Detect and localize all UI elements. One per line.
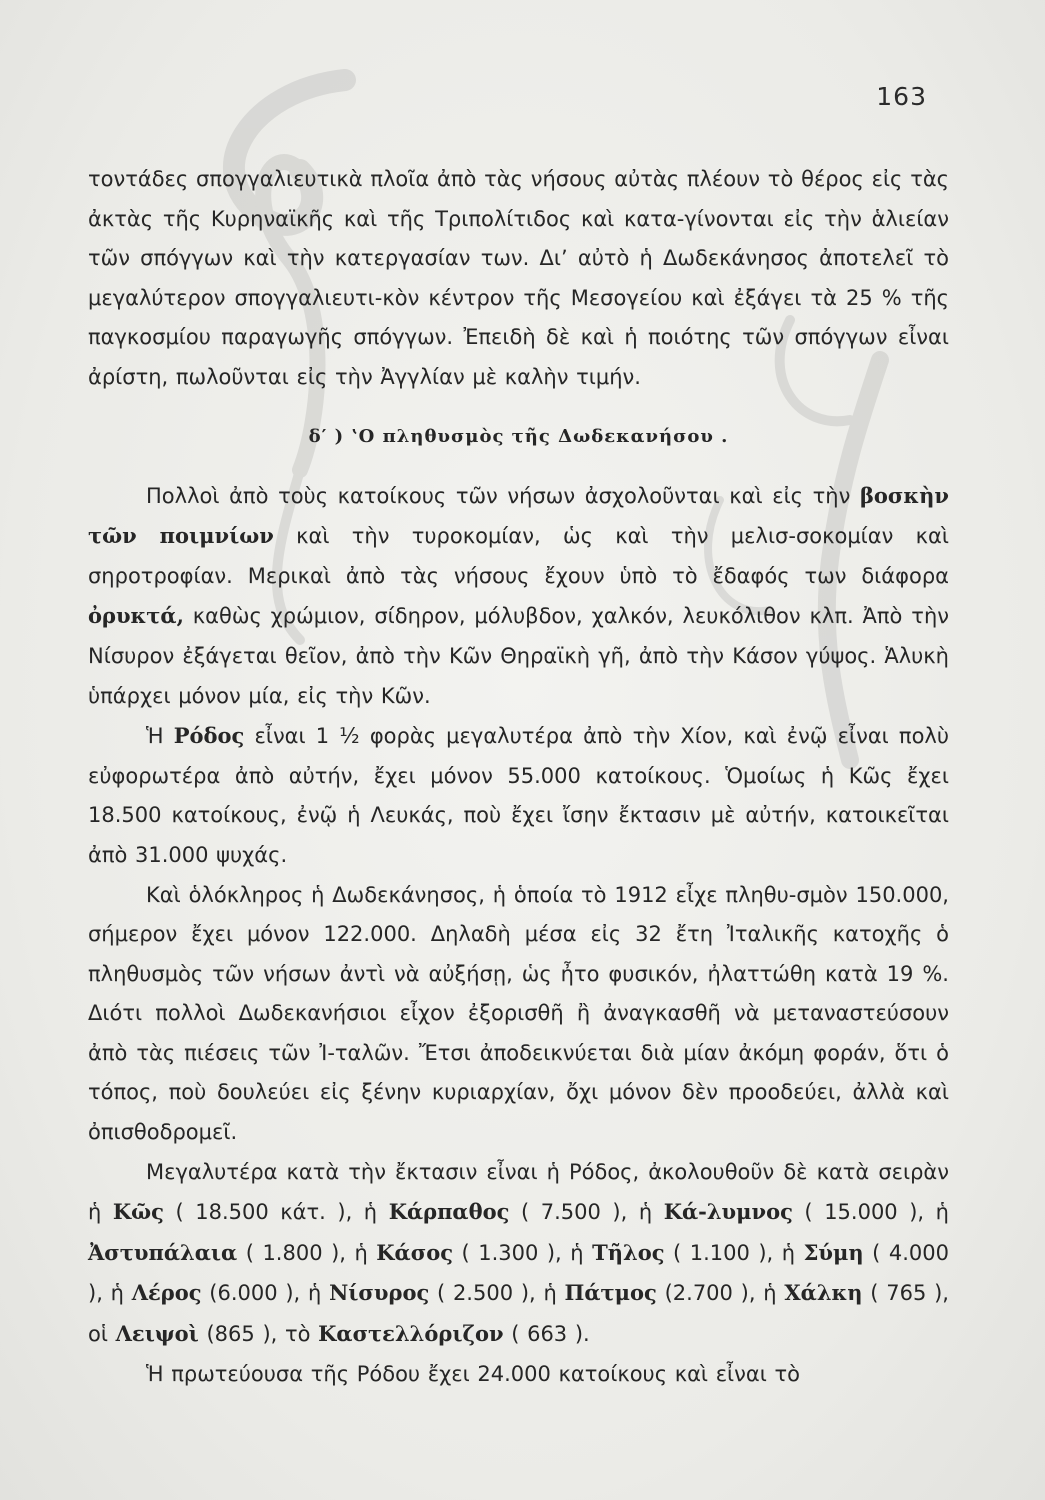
paragraph-5 [88, 1153, 949, 1355]
text-run: Μεγαλυτέρα κατὰ τὴν ἔκτασιν εἶναι ἡ Ρόδος, ἀκολουθοῦν δὲ κατὰ σειρὰν ἡ [88, 1159, 949, 1225]
text-run: Ἡ πρωτεύουσα τῆς Ρόδου ἔχει 24.000 κατοίκους καὶ εἶναι τὸ [146, 1361, 801, 1386]
bold-term: Καστελλόριζον [318, 1321, 504, 1347]
text-run: ( 1.100 ), ἡ [664, 1240, 804, 1265]
text-run: Ἡ [146, 724, 174, 749]
bold-term: Κῶς [112, 1199, 164, 1225]
text-run: ( 7.500 ), ἡ [509, 1200, 664, 1225]
bold-term: Λειψοὶ [115, 1321, 199, 1347]
text-run: εἶναι 1 ½ φορὰς μεγαλυτέρα ἀπὸ τὴν Χίον, καὶ ἐνῷ εἶναι πολὺ εὐφορωτέρα ἀπὸ αὐτήν, ἔχει μόνον 55.000 κατοίκους. Ὁμοίως ἡ Κῶς ἔχει 18.500 κατοίκους, ἐνῷ ἡ Λευκάς, ποὺ ἔχει ἴσην ἔκτασιν μὲ αὐτήν, κατοικεῖται ἀπὸ 31.000 ψυχάς. [88, 724, 949, 867]
text-run: Καὶ ὁλόκληρος ἡ Δωδεκάνησος, ἡ ὁποία τὸ 1912 εἶχε πληθυ-σμὸν 150.000, σήμερον ἔχει μόνον 122.000. Δηλαδὴ μέσα εἰς 32 ἔτη Ἰταλικῆς κατοχῆς ὁ πληθυσμὸς τῶν νήσων ἀντὶ νὰ αὐξήσῃ, ὡς ἦτο φυσικόν, ἠλαττώθη κατὰ 19 %. Διότι πολλοὶ Δωδεκανήσιοι εἶχον ἐξορισθῆ ἢ ἀναγκασθῆ νὰ μεταναστεύσουν ἀπὸ τὰς πιέσεις τῶν Ἰ-ταλῶν. Ἔτσι ἀποδεικνύεται διὰ μίαν ἀκόμη φοράν, ὅτι ὁ τόπος, ποὺ δουλεύει εἰς ξένην κυριαρχίαν, ὄχι μόνον δὲν προοδεύει, ἀλλὰ καὶ ὀπισθοδρομεῖ. [88, 882, 949, 1145]
text-run: τοντάδες σπογγαλιευτικὰ πλοῖα ἀπὸ τὰς νήσους αὐτὰς πλέουν τὸ θέρος εἰς τὰς ἀκτὰς τῆς Κυρηναϊκῆς καὶ τῆς Τριπολίτιδος καὶ κατα-γίνονται εἰς τὴν ἁλιείαν τῶν σπόγγων καὶ τὴν κατεργασίαν των. Διʼ αὐτὸ ἡ Δωδεκάνησος ἀποτελεῖ τὸ μεγαλύτερον σπογγαλιευτι-κὸν κέντρον τῆς Μεσογείου καὶ ἐξάγει τὰ 25 % τῆς παγκοσμίου παραγωγῆς σπόγγων. Ἐπειδὴ δὲ καὶ ἡ ποιότης τῶν σπόγγων εἶναι ἀρίστη, πωλοῦνται εἰς τὴν Ἀγγλίαν μὲ καλὴν τιμήν. [88, 167, 949, 389]
text-run: ( 15.000 ), ἡ [792, 1200, 949, 1225]
paragraph-3 [88, 716, 949, 875]
paragraph-text [88, 716, 949, 875]
bold-term: ὀρυκτά, [88, 603, 184, 629]
text-run: ( 1.800 ), ἡ [237, 1240, 377, 1265]
bold-term: Κάρπαθος [388, 1199, 510, 1225]
paragraph-4 [88, 876, 949, 1153]
paragraph-2 [88, 476, 949, 717]
text-run: (865 ), τὸ [198, 1322, 319, 1347]
text-run: ( 663 ). [503, 1322, 590, 1347]
bold-term: Χάλκη [784, 1280, 863, 1306]
bold-term: Κά-λυμνος [663, 1199, 793, 1225]
text-run: καὶ τὴν τυροκομίαν, ὡς καὶ τὴν μελισ-σοκομίαν καὶ σηροτροφίαν. Μερικαὶ ἀπὸ τὰς νήσους ἔχουν ὑπὸ τὸ ἔδαφός των διάφορα [88, 524, 949, 588]
text-run: (6.000 ), ἡ [201, 1281, 330, 1306]
paragraph-1 [88, 160, 949, 398]
bold-term: Λέρος [131, 1280, 202, 1306]
bold-term: Σύμη [803, 1239, 864, 1265]
text-run: ( 2.500 ), ἡ [429, 1281, 565, 1306]
text-run: καθὼς χρώμιον, σίδηρον, μόλυβδον, χαλκόν, λευκόλιθον κλπ. Ἀπὸ τὴν Νίσυρον ἐξάγεται θεῖον, ἀπὸ τὴν Κῶν Θηραϊκὴ γῆ, ἀπὸ τὴν Κάσον γύψος. Ἁλυκὴ ὑπάρχει μόνον μία, εἰς τὴν Κῶν. [88, 604, 949, 708]
section-heading: δ′ ) ʽΟ πληθυσμὸς τῆς Δωδεκανήσου . [308, 425, 729, 447]
bold-term: Ἀστυπάλαια [88, 1239, 238, 1265]
paragraph-text [88, 1153, 949, 1355]
bold-term: Κάσος [376, 1239, 453, 1265]
text-run: ( 1.300 ), ἡ [453, 1240, 593, 1265]
paragraph-text [88, 160, 949, 398]
page-number: 163 [876, 82, 927, 111]
bold-term: βοσκὴν τῶν ποιμνίων [88, 482, 949, 549]
bold-term: Ρόδος [173, 723, 245, 749]
text-run: (2.700 ), ἡ [656, 1281, 785, 1306]
paragraph-6 [88, 1355, 949, 1395]
paragraph-text [88, 876, 949, 1153]
paragraph-text [88, 476, 949, 717]
paragraph-text [88, 1355, 949, 1395]
bold-term: Νίσυρος [329, 1280, 430, 1306]
bold-term: Πάτμος [564, 1280, 657, 1306]
page-text [88, 160, 949, 1394]
text-run: ( 4.000 ), ἡ [88, 1240, 949, 1306]
text-run: ( 765 ), οἱ [88, 1281, 949, 1347]
bold-term: Τῆλος [592, 1239, 665, 1265]
text-run: Πολλοὶ ἀπὸ τοὺς κατοίκους τῶν νήσων ἀσχολοῦνται καὶ εἰς τὴν [146, 483, 860, 508]
text-run: ( 18.500 κάτ. ), ἡ [163, 1200, 389, 1225]
